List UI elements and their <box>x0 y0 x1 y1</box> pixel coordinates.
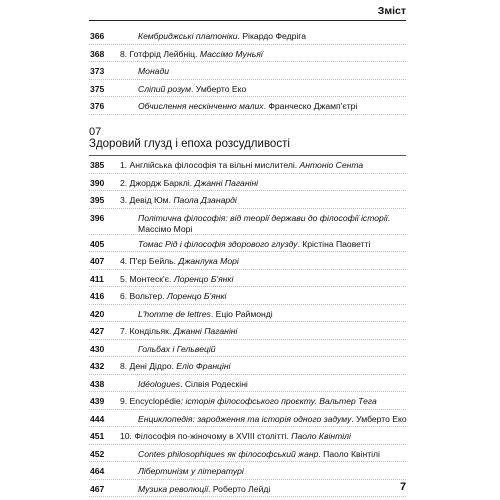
toc-separator <box>89 114 406 115</box>
toc-entry-page: 464 <box>90 466 105 476</box>
toc-entry-page: 444 <box>90 413 105 424</box>
toc-separator <box>89 496 406 497</box>
toc-entry-text: Паола Дзанарді <box>173 195 237 205</box>
chapter-title: Здоровий глузд і епоха розсудливості <box>89 138 290 150</box>
toc-entry <box>90 361 410 373</box>
toc-entry-page: 430 <box>90 343 105 354</box>
toc-entry-text: . Паоло Квінтілі <box>318 448 380 459</box>
toc-entry-text: . Роберто Лейді <box>208 483 271 494</box>
toc-entry-page: 395 <box>90 195 105 205</box>
toc-entry-page: 390 <box>90 177 105 188</box>
toc-entry-text: 8. Дені Дідро. <box>120 361 177 371</box>
toc-entry-title <box>120 274 410 286</box>
toc-entry-title <box>120 396 410 408</box>
toc-entry-text: . Рікардо Федріга <box>237 31 307 41</box>
toc-entry-page: 376 <box>90 101 105 111</box>
toc-entry-page: 373 <box>90 66 105 76</box>
toc-entry-text: L'homme de lettres <box>138 308 211 319</box>
toc-separator <box>89 391 406 392</box>
toc-entry-text: Енциклопедія: зародження та історія одного задуму <box>138 413 352 424</box>
toc-entry <box>90 83 410 96</box>
toc-entry-text: Гольбах і Гельвецій <box>138 343 216 354</box>
toc-entry <box>90 413 410 426</box>
toc-entry-text: Idéologues <box>138 378 181 389</box>
toc-entry-text: Вальтер Тега <box>319 396 377 406</box>
toc-entry-title <box>120 84 410 96</box>
toc-entry <box>90 343 410 356</box>
toc-separator <box>89 173 406 174</box>
toc-separator <box>89 444 406 445</box>
toc-entry-text: . Крістіна Паоветті <box>297 238 371 249</box>
toc-entry-text: Сліпий розум <box>138 83 191 94</box>
toc-entry-page: 368 <box>90 48 105 59</box>
toc-entry <box>90 177 410 190</box>
toc-separator <box>89 251 406 252</box>
toc-separator <box>89 286 406 287</box>
toc-entry-page: 396 <box>90 212 105 223</box>
running-header-title: Зміст <box>377 5 406 17</box>
toc-entry <box>90 291 410 303</box>
toc-entry-title <box>120 379 410 391</box>
toc-entry <box>90 448 410 461</box>
toc-entry-text: Еліо Франціні <box>176 361 231 371</box>
toc-entry-page: 427 <box>90 326 105 336</box>
toc-entry <box>90 195 410 207</box>
toc-entry-title <box>120 160 410 172</box>
toc-entry-page: 385 <box>90 160 105 170</box>
toc-entry-text: 6. Вольтер. <box>120 291 167 301</box>
toc-entry-text: . Еціо Раймонді <box>210 308 273 319</box>
toc-entry-page: 420 <box>90 308 105 319</box>
toc-entry <box>90 431 410 443</box>
toc-entry <box>90 212 410 236</box>
toc-entry-text: 3. Девід Юм. <box>120 195 174 205</box>
toc-entry <box>90 256 410 268</box>
toc-entry <box>90 466 410 478</box>
toc-entry-title <box>120 484 410 496</box>
toc-entry-page: 405 <box>90 238 105 249</box>
chapter-rule <box>89 155 406 156</box>
toc-entry-text: Лоренцо Б'янкі <box>166 291 227 301</box>
toc-entry-page: 467 <box>90 483 105 494</box>
toc-entry-text: 7. Кондільяк. <box>120 326 174 336</box>
toc-entry-text: Кембриджські платоніки <box>138 31 238 41</box>
toc-entry-text: Лоренцо Б'янкі <box>173 273 234 284</box>
toc-separator <box>89 321 406 322</box>
toc-entry-text: : історія філософського проєкту. <box>180 396 320 406</box>
toc-entry-title <box>120 431 410 443</box>
toc-entry-page: 416 <box>90 291 105 301</box>
toc-entry <box>90 378 410 391</box>
toc-separator <box>89 304 406 305</box>
toc-entry-text: Contes philosophiques як філософський жанр <box>138 448 319 459</box>
toc-entry <box>90 308 410 321</box>
toc-separator <box>89 234 406 235</box>
toc-entry-page: 438 <box>90 378 105 389</box>
toc-entry-text: 5. Монтеск'є. <box>120 273 174 284</box>
running-header <box>89 0 406 21</box>
toc-entry <box>90 396 410 408</box>
toc-entry-title <box>120 31 410 43</box>
toc-entry-text: Джанні Паганіні <box>173 326 238 336</box>
toc-entry-page: 439 <box>90 396 105 406</box>
toc-entry-title <box>120 326 410 338</box>
toc-entry-text: Музика революції <box>138 483 209 494</box>
toc-separator <box>89 339 406 340</box>
toc-entry-text: . Умберто Еко <box>191 83 247 94</box>
toc-separator <box>89 356 406 357</box>
toc-separator <box>89 61 406 62</box>
toc-separator <box>89 479 406 480</box>
toc-entry-text: 9. Encyclopédie <box>120 396 181 406</box>
toc-entry-text: 8. Готфрід Лейбніц. <box>120 48 200 59</box>
toc-entry-title <box>120 195 410 207</box>
toc-entry-title <box>120 344 410 356</box>
toc-entry-text: . Сілвія Родескіні <box>180 378 248 389</box>
toc-entry-text: 2. Джордж Барклі. <box>120 177 195 188</box>
toc-entry-title <box>120 449 410 461</box>
toc-separator <box>89 269 406 270</box>
toc-entry-page: 407 <box>90 256 105 266</box>
toc-entry-title <box>120 213 410 236</box>
toc-entry-title <box>120 309 410 321</box>
toc-entry-text: . Массімо Морі <box>138 212 391 234</box>
toc-separator <box>89 461 406 462</box>
toc-separator <box>89 208 406 209</box>
toc-entry <box>90 31 410 43</box>
toc-entry-text: Томас Рід і філософія здорового глузду <box>138 238 298 249</box>
toc-entry-text: Монади <box>138 66 169 76</box>
toc-entry-page: 452 <box>90 448 105 459</box>
toc-entry-text: Паоло Квінтілі <box>291 431 351 441</box>
toc-entry-title <box>120 49 410 61</box>
toc-separator <box>89 96 406 97</box>
toc-entry <box>90 48 410 61</box>
toc-entry-text: Політична філософія: від теорії держави до філософії історії <box>138 212 388 223</box>
toc-entry-title <box>120 291 410 303</box>
toc-entry-title <box>120 256 410 268</box>
toc-entry-text: Обчислення нескінченно малих <box>138 101 264 111</box>
toc-entry-title <box>120 178 410 190</box>
toc-entry <box>90 483 410 496</box>
toc-entry-page: 432 <box>90 361 105 371</box>
toc-entry <box>90 101 410 113</box>
toc-entry-title <box>120 239 410 251</box>
toc-entry-title <box>120 414 410 426</box>
toc-separator <box>89 409 406 410</box>
toc-entry-text: . Умберто Еко <box>351 413 407 424</box>
chapter-number: 07 <box>89 126 102 138</box>
toc-entry-page: 375 <box>90 83 105 94</box>
toc-entry-title <box>120 361 410 373</box>
toc-separator <box>89 44 406 45</box>
toc-separator <box>89 426 406 427</box>
toc-entry-page: 451 <box>90 431 105 441</box>
toc-separator <box>89 374 406 375</box>
toc-entry-text: Антоніо Сента <box>299 160 364 170</box>
toc-entry-text: Лібертинізм у літературі <box>138 466 244 476</box>
toc-entry-text: . Франческо Джамп'єтрі <box>263 101 358 111</box>
toc-entry-page: 366 <box>90 31 105 41</box>
toc-entry-title <box>120 466 410 478</box>
page-number: 7 <box>400 481 407 493</box>
toc-separator <box>89 190 406 191</box>
toc-entry-text: 10. Філософія по-жіночому в XVIII столітті. <box>120 431 292 441</box>
toc-entry-page: 411 <box>90 273 104 284</box>
toc-entry-text: 4. П'єр Бейль. <box>120 256 179 266</box>
toc-separator <box>89 79 406 80</box>
toc-entry <box>90 273 410 286</box>
toc-entry <box>90 326 410 338</box>
toc-entry <box>90 238 410 251</box>
toc-entry-text: Массімо Муньяї <box>199 48 263 59</box>
toc-entry-text: Джанлука Морі <box>178 256 239 266</box>
toc-entry-text: 1. Англійська філософія та вільні мислителі. <box>120 160 300 170</box>
toc-entry <box>90 160 410 172</box>
toc-entry-text: Джанні Паганіні <box>194 177 259 188</box>
toc-entry <box>90 66 410 78</box>
toc-entry-title <box>120 101 410 113</box>
toc-entry-title <box>120 66 410 78</box>
